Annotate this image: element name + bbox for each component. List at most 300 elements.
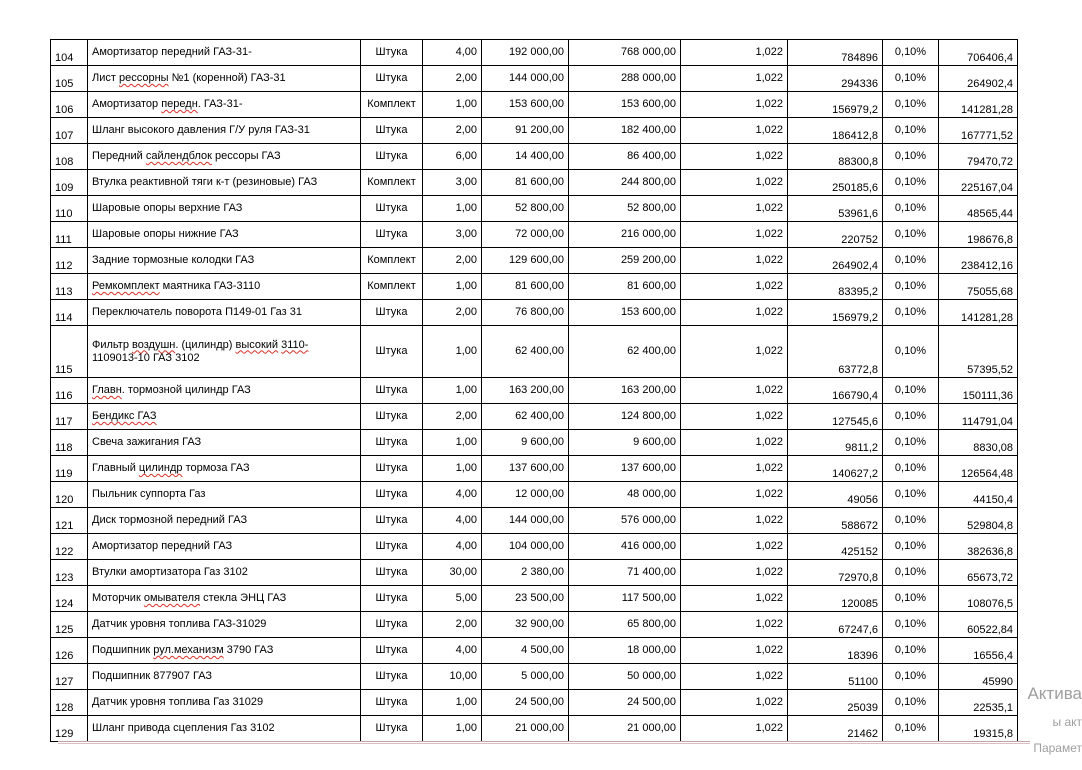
percent-cell: 0,10% xyxy=(883,716,939,742)
table-row xyxy=(51,404,1018,430)
item-name-text: Моторчик xyxy=(92,592,144,604)
unit-cell: Штука xyxy=(361,430,423,456)
coefficient-cell: 1,022 xyxy=(681,92,788,118)
table-row xyxy=(51,534,1018,560)
table-row xyxy=(51,690,1018,716)
percent-cell: 0,10% xyxy=(883,664,939,690)
item-name-text: Главный xyxy=(92,462,139,474)
adjusted-value-cell: 53961,6 xyxy=(788,196,883,222)
coefficient-cell: 1,022 xyxy=(681,456,788,482)
spellcheck-word: сайлендблок xyxy=(145,150,212,162)
table-row xyxy=(51,664,1018,690)
unit-cell: Штука xyxy=(361,664,423,690)
spellcheck-word: передн xyxy=(161,98,198,110)
table-row xyxy=(51,118,1018,144)
item-name-cell: Шаровые опоры верхние ГАЗ xyxy=(88,196,361,222)
spellcheck-word: воздушн xyxy=(132,338,176,351)
final-value-cell: 22535,1 xyxy=(939,690,1018,716)
coefficient-cell: 1,022 xyxy=(681,482,788,508)
row-number-cell: 113 xyxy=(51,274,88,300)
adjusted-value-cell: 294336 xyxy=(788,66,883,92)
coefficient-cell: 1,022 xyxy=(681,274,788,300)
coefficient-cell: 1,022 xyxy=(681,612,788,638)
activation-watermark-title: Актива xyxy=(1027,684,1082,703)
item-name-text: тормоза ГАЗ xyxy=(182,462,250,474)
adjusted-value-cell: 83395,2 xyxy=(788,274,883,300)
final-value-cell: 150111,36 xyxy=(939,378,1018,404)
percent-cell: 0,10% xyxy=(883,560,939,586)
price-cell: 23 500,00 xyxy=(482,586,569,612)
item-name-text: рессоры ГАЗ xyxy=(211,150,281,162)
coefficient-cell: 1,022 xyxy=(681,638,788,664)
total-cell: 768 000,00 xyxy=(569,40,681,66)
row-number-cell: 109 xyxy=(51,170,88,196)
adjusted-value-cell: 250185,6 xyxy=(788,170,883,196)
item-name-cell xyxy=(88,378,361,404)
unit-cell: Штука xyxy=(361,638,423,664)
activation-watermark-text: ы акт xyxy=(1052,715,1082,729)
unit-cell: Комплект xyxy=(361,170,423,196)
spellcheck-word: Главн xyxy=(92,384,122,396)
coefficient-cell: 1,022 xyxy=(681,196,788,222)
unit-cell: Штука xyxy=(361,586,423,612)
adjusted-value-cell: 21462 xyxy=(788,716,883,742)
item-name-text: Амортизатор xyxy=(92,98,162,110)
row-number-cell: 114 xyxy=(51,300,88,326)
coefficient-cell: 1,022 xyxy=(681,300,788,326)
percent-cell: 0,10% xyxy=(883,586,939,612)
coefficient-cell: 1,022 xyxy=(681,664,788,690)
unit-cell: Комплект xyxy=(361,274,423,300)
unit-cell: Штука xyxy=(361,716,423,742)
price-cell: 9 600,00 xyxy=(482,430,569,456)
unit-cell: Штука xyxy=(361,326,423,378)
table-row xyxy=(51,508,1018,534)
adjusted-value-cell: 166790,4 xyxy=(788,378,883,404)
price-cell: 163 200,00 xyxy=(482,378,569,404)
total-cell: 416 000,00 xyxy=(569,534,681,560)
unit-cell: Штука xyxy=(361,196,423,222)
price-cell: 5 000,00 xyxy=(482,664,569,690)
unit-cell: Штука xyxy=(361,690,423,716)
table-row xyxy=(51,638,1018,664)
final-value-cell: 382636,8 xyxy=(939,534,1018,560)
final-value-cell: 44150,4 xyxy=(939,482,1018,508)
item-name-text: 1109013-10 ГАЗ 3102 xyxy=(92,351,200,364)
item-name-cell xyxy=(88,66,361,92)
item-name-line xyxy=(92,352,356,365)
adjusted-value-cell: 127545,6 xyxy=(788,404,883,430)
final-value-cell: 167771,52 xyxy=(939,118,1018,144)
adjusted-value-cell: 156979,2 xyxy=(788,300,883,326)
items-table xyxy=(50,39,1018,742)
table-row xyxy=(51,716,1018,742)
price-cell: 32 900,00 xyxy=(482,612,569,638)
unit-cell: Штука xyxy=(361,404,423,430)
spellcheck-word: рул.механизм xyxy=(153,644,224,656)
table-row xyxy=(51,612,1018,638)
item-name-line xyxy=(92,339,356,352)
quantity-cell: 4,00 xyxy=(423,40,482,66)
quantity-cell: 1,00 xyxy=(423,690,482,716)
quantity-cell: 2,00 xyxy=(423,300,482,326)
item-name-cell xyxy=(88,638,361,664)
total-cell: 50 000,00 xyxy=(569,664,681,690)
percent-cell: 0,10% xyxy=(883,66,939,92)
row-number-cell: 127 xyxy=(51,664,88,690)
coefficient-cell: 1,022 xyxy=(681,222,788,248)
total-cell: 9 600,00 xyxy=(569,430,681,456)
final-value-cell: 60522,84 xyxy=(939,612,1018,638)
spellcheck-word: Ремкомплект xyxy=(92,280,160,292)
percent-cell: 0,10% xyxy=(883,456,939,482)
total-cell: 71 400,00 xyxy=(569,560,681,586)
percent-cell: 0,10% xyxy=(883,248,939,274)
adjusted-value-cell: 51100 xyxy=(788,664,883,690)
percent-cell: 0,10% xyxy=(883,612,939,638)
total-cell: 137 600,00 xyxy=(569,456,681,482)
item-name-cell: Втулки амортизатора Газ 3102 xyxy=(88,560,361,586)
final-value-cell: 65673,72 xyxy=(939,560,1018,586)
final-value-cell: 108076,5 xyxy=(939,586,1018,612)
final-value-cell: 238412,16 xyxy=(939,248,1018,274)
price-cell: 12 000,00 xyxy=(482,482,569,508)
quantity-cell: 1,00 xyxy=(423,92,482,118)
quantity-cell: 2,00 xyxy=(423,66,482,92)
item-name-text: . тормозной цилиндр ГАЗ xyxy=(121,384,251,396)
spellcheck-word: омывателя xyxy=(143,592,201,604)
percent-cell: 0,10% xyxy=(883,534,939,560)
quantity-cell: 1,00 xyxy=(423,196,482,222)
total-cell: 244 800,00 xyxy=(569,170,681,196)
item-name-cell xyxy=(88,144,361,170)
footer-rule xyxy=(58,741,1030,744)
percent-cell: 0,10% xyxy=(883,144,939,170)
coefficient-cell: 1,022 xyxy=(681,716,788,742)
percent-cell: 0,10% xyxy=(883,118,939,144)
row-number-cell: 121 xyxy=(51,508,88,534)
unit-cell: Штука xyxy=(361,222,423,248)
row-number-cell: 124 xyxy=(51,586,88,612)
row-number-cell: 119 xyxy=(51,456,88,482)
row-number-cell: 125 xyxy=(51,612,88,638)
item-name-cell: Задние тормозные колодки ГАЗ xyxy=(88,248,361,274)
row-number-cell: 104 xyxy=(51,40,88,66)
item-name-cell: Диск тормозной передний ГАЗ xyxy=(88,508,361,534)
total-cell: 52 800,00 xyxy=(569,196,681,222)
final-value-cell: 45990 xyxy=(939,664,1018,690)
quantity-cell: 2,00 xyxy=(423,248,482,274)
price-cell: 144 000,00 xyxy=(482,508,569,534)
unit-cell: Штука xyxy=(361,560,423,586)
quantity-cell: 4,00 xyxy=(423,534,482,560)
unit-cell: Штука xyxy=(361,482,423,508)
item-name-cell xyxy=(88,326,361,378)
table-row xyxy=(51,248,1018,274)
item-name-text: №1 (коренной) ГАЗ-31 xyxy=(168,72,286,84)
quantity-cell: 1,00 xyxy=(423,326,482,378)
price-cell: 153 600,00 xyxy=(482,92,569,118)
percent-cell: 0,10% xyxy=(883,378,939,404)
total-cell: 288 000,00 xyxy=(569,66,681,92)
unit-cell: Штука xyxy=(361,144,423,170)
item-name-text: . ГАЗ-31- xyxy=(197,98,243,110)
table-row xyxy=(51,196,1018,222)
table-row xyxy=(51,586,1018,612)
final-value-cell: 126564,48 xyxy=(939,456,1018,482)
spellcheck-word: Бендикс ГАЗ xyxy=(92,410,157,422)
row-number-cell: 118 xyxy=(51,430,88,456)
quantity-cell: 2,00 xyxy=(423,404,482,430)
price-cell: 2 380,00 xyxy=(482,560,569,586)
coefficient-cell: 1,022 xyxy=(681,508,788,534)
spellcheck-word: 3110- xyxy=(281,338,309,351)
price-cell: 62 400,00 xyxy=(482,326,569,378)
table-row xyxy=(51,222,1018,248)
percent-cell: 0,10% xyxy=(883,40,939,66)
unit-cell: Штука xyxy=(361,378,423,404)
coefficient-cell: 1,022 xyxy=(681,690,788,716)
unit-cell: Штука xyxy=(361,118,423,144)
price-cell: 24 500,00 xyxy=(482,690,569,716)
item-name-cell: Амортизатор передний ГАЗ xyxy=(88,534,361,560)
adjusted-value-cell: 63772,8 xyxy=(788,326,883,378)
price-cell: 137 600,00 xyxy=(482,456,569,482)
item-name-text: 3790 ГАЗ xyxy=(223,644,274,656)
row-number-cell: 126 xyxy=(51,638,88,664)
row-number-cell: 112 xyxy=(51,248,88,274)
price-cell: 52 800,00 xyxy=(482,196,569,222)
price-cell: 62 400,00 xyxy=(482,404,569,430)
coefficient-cell: 1,022 xyxy=(681,534,788,560)
percent-cell: 0,10% xyxy=(883,170,939,196)
table-row xyxy=(51,482,1018,508)
table-row xyxy=(51,326,1018,378)
total-cell: 62 400,00 xyxy=(569,326,681,378)
item-name-cell: Шаровые опоры нижние ГАЗ xyxy=(88,222,361,248)
quantity-cell: 1,00 xyxy=(423,456,482,482)
unit-cell: Штука xyxy=(361,66,423,92)
adjusted-value-cell: 784896 xyxy=(788,40,883,66)
adjusted-value-cell: 67247,6 xyxy=(788,612,883,638)
final-value-cell: 8830,08 xyxy=(939,430,1018,456)
percent-cell: 0,10% xyxy=(883,690,939,716)
total-cell: 182 400,00 xyxy=(569,118,681,144)
total-cell: 153 600,00 xyxy=(569,300,681,326)
percent-cell: 0,10% xyxy=(883,274,939,300)
percent-cell: 0,10% xyxy=(883,196,939,222)
item-name-cell: Подшипник 877907 ГАЗ xyxy=(88,664,361,690)
quantity-cell: 30,00 xyxy=(423,560,482,586)
percent-cell: 0,10% xyxy=(883,300,939,326)
total-cell: 576 000,00 xyxy=(569,508,681,534)
final-value-cell: 75055,68 xyxy=(939,274,1018,300)
item-name-text: маятника ГАЗ-3110 xyxy=(159,280,261,292)
coefficient-cell: 1,022 xyxy=(681,378,788,404)
percent-cell: 0,10% xyxy=(883,430,939,456)
item-name-cell: Шланг высокого давления Г/У руля ГАЗ-31 xyxy=(88,118,361,144)
unit-cell: Штука xyxy=(361,40,423,66)
total-cell: 86 400,00 xyxy=(569,144,681,170)
percent-cell: 0,10% xyxy=(883,638,939,664)
spellcheck-word: высокий xyxy=(235,338,279,351)
item-name-cell xyxy=(88,92,361,118)
row-number-cell: 105 xyxy=(51,66,88,92)
quantity-cell: 10,00 xyxy=(423,664,482,690)
final-value-cell: 225167,04 xyxy=(939,170,1018,196)
final-value-cell: 141281,28 xyxy=(939,92,1018,118)
item-name-cell: Втулка реактивной тяги к-т (резиновые) ГАЗ xyxy=(88,170,361,196)
price-cell: 76 800,00 xyxy=(482,300,569,326)
adjusted-value-cell: 49056 xyxy=(788,482,883,508)
price-cell: 81 600,00 xyxy=(482,170,569,196)
total-cell: 65 800,00 xyxy=(569,612,681,638)
total-cell: 153 600,00 xyxy=(569,92,681,118)
adjusted-value-cell: 140627,2 xyxy=(788,456,883,482)
final-value-cell: 198676,8 xyxy=(939,222,1018,248)
final-value-cell: 264902,4 xyxy=(939,66,1018,92)
table-row xyxy=(51,40,1018,66)
item-name-cell xyxy=(88,274,361,300)
total-cell: 48 000,00 xyxy=(569,482,681,508)
adjusted-value-cell: 425152 xyxy=(788,534,883,560)
item-name-cell: Свеча зажигания ГАЗ xyxy=(88,430,361,456)
adjusted-value-cell: 72970,8 xyxy=(788,560,883,586)
row-number-cell: 106 xyxy=(51,92,88,118)
price-cell: 72 000,00 xyxy=(482,222,569,248)
coefficient-cell: 1,022 xyxy=(681,144,788,170)
item-name-cell xyxy=(88,586,361,612)
percent-cell: 0,10% xyxy=(883,222,939,248)
total-cell: 18 000,00 xyxy=(569,638,681,664)
unit-cell: Штука xyxy=(361,508,423,534)
spellcheck-word: цилиндр xyxy=(138,462,183,474)
total-cell: 163 200,00 xyxy=(569,378,681,404)
total-cell: 124 800,00 xyxy=(569,404,681,430)
adjusted-value-cell: 186412,8 xyxy=(788,118,883,144)
unit-cell: Комплект xyxy=(361,248,423,274)
coefficient-cell: 1,022 xyxy=(681,66,788,92)
percent-cell: 0,10% xyxy=(883,482,939,508)
coefficient-cell: 1,022 xyxy=(681,40,788,66)
coefficient-cell: 1,022 xyxy=(681,326,788,378)
final-value-cell: 48565,44 xyxy=(939,196,1018,222)
row-number-cell: 108 xyxy=(51,144,88,170)
quantity-cell: 1,00 xyxy=(423,274,482,300)
row-number-cell: 123 xyxy=(51,560,88,586)
price-cell: 192 000,00 xyxy=(482,40,569,66)
price-cell: 104 000,00 xyxy=(482,534,569,560)
final-value-cell: 79470,72 xyxy=(939,144,1018,170)
unit-cell: Штука xyxy=(361,612,423,638)
item-name-text: стекла ЭНЦ ГАЗ xyxy=(200,592,287,604)
final-value-cell: 706406,4 xyxy=(939,40,1018,66)
coefficient-cell: 1,022 xyxy=(681,118,788,144)
percent-cell: 0,10% xyxy=(883,404,939,430)
final-value-cell: 529804,8 xyxy=(939,508,1018,534)
adjusted-value-cell: 25039 xyxy=(788,690,883,716)
table-row xyxy=(51,300,1018,326)
quantity-cell: 2,00 xyxy=(423,118,482,144)
unit-cell: Штука xyxy=(361,456,423,482)
percent-cell: 0,10% xyxy=(883,326,939,378)
activation-watermark-link: Парамет xyxy=(1033,741,1082,755)
coefficient-cell: 1,022 xyxy=(681,430,788,456)
item-name-text: Лист xyxy=(92,72,119,84)
coefficient-cell: 1,022 xyxy=(681,170,788,196)
item-name-cell: Переключатель поворота П149-01 Газ 31 xyxy=(88,300,361,326)
item-name-cell: Шланг привода сцепления Газ 3102 xyxy=(88,716,361,742)
adjusted-value-cell: 588672 xyxy=(788,508,883,534)
table-row xyxy=(51,560,1018,586)
row-number-cell: 110 xyxy=(51,196,88,222)
price-cell: 81 600,00 xyxy=(482,274,569,300)
price-cell: 21 000,00 xyxy=(482,716,569,742)
percent-cell: 0,10% xyxy=(883,92,939,118)
quantity-cell: 4,00 xyxy=(423,508,482,534)
row-number-cell: 129 xyxy=(51,716,88,742)
quantity-cell: 5,00 xyxy=(423,586,482,612)
row-number-cell: 115 xyxy=(51,326,88,378)
price-cell: 14 400,00 xyxy=(482,144,569,170)
item-name-text: . (цилиндр) xyxy=(175,338,236,351)
items-table-body xyxy=(51,40,1018,742)
quantity-cell: 4,00 xyxy=(423,482,482,508)
total-cell: 81 600,00 xyxy=(569,274,681,300)
row-number-cell: 120 xyxy=(51,482,88,508)
table-row xyxy=(51,170,1018,196)
adjusted-value-cell: 9811,2 xyxy=(788,430,883,456)
adjusted-value-cell: 264902,4 xyxy=(788,248,883,274)
spellcheck-word: рессорны xyxy=(118,72,169,84)
total-cell: 117 500,00 xyxy=(569,586,681,612)
final-value-cell: 57395,52 xyxy=(939,326,1018,378)
table-row xyxy=(51,92,1018,118)
quantity-cell: 1,00 xyxy=(423,378,482,404)
unit-cell: Комплект xyxy=(361,92,423,118)
coefficient-cell: 1,022 xyxy=(681,248,788,274)
item-name-cell xyxy=(88,404,361,430)
row-number-cell: 111 xyxy=(51,222,88,248)
price-cell: 4 500,00 xyxy=(482,638,569,664)
item-name-cell: Амортизатор передний ГАЗ-31- xyxy=(88,40,361,66)
price-cell: 129 600,00 xyxy=(482,248,569,274)
quantity-cell: 4,00 xyxy=(423,638,482,664)
quantity-cell: 6,00 xyxy=(423,144,482,170)
row-number-cell: 128 xyxy=(51,690,88,716)
total-cell: 259 200,00 xyxy=(569,248,681,274)
item-name-cell xyxy=(88,456,361,482)
item-name-text: Передний xyxy=(92,150,146,162)
table-row xyxy=(51,456,1018,482)
item-name-cell: Датчик уровня топлива Газ 31029 xyxy=(88,690,361,716)
unit-cell: Штука xyxy=(361,300,423,326)
table-row xyxy=(51,274,1018,300)
final-value-cell: 141281,28 xyxy=(939,300,1018,326)
coefficient-cell: 1,022 xyxy=(681,560,788,586)
quantity-cell: 1,00 xyxy=(423,716,482,742)
price-cell: 91 200,00 xyxy=(482,118,569,144)
total-cell: 24 500,00 xyxy=(569,690,681,716)
row-number-cell: 116 xyxy=(51,378,88,404)
row-number-cell: 107 xyxy=(51,118,88,144)
final-value-cell: 19315,8 xyxy=(939,716,1018,742)
table-row xyxy=(51,66,1018,92)
total-cell: 216 000,00 xyxy=(569,222,681,248)
quantity-cell: 3,00 xyxy=(423,170,482,196)
quantity-cell: 3,00 xyxy=(423,222,482,248)
row-number-cell: 122 xyxy=(51,534,88,560)
